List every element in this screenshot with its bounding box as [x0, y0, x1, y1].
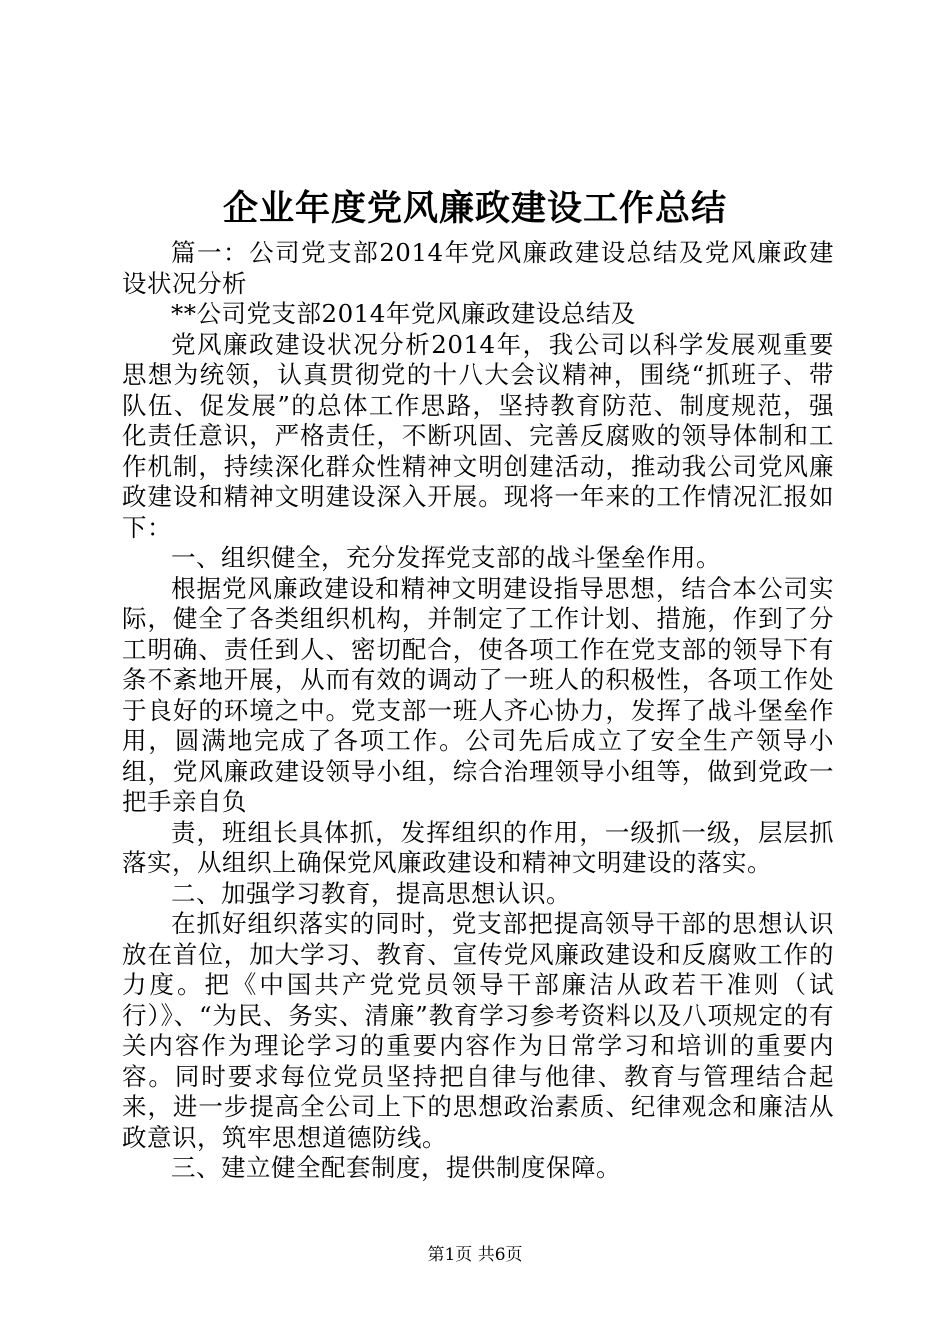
paragraph-section-three-heading: 三、建立健全配套制度，提供制度保障。 [171, 1153, 621, 1182]
paragraph-section-two-heading: 二、加强学习教育，提高思想认识。 [171, 878, 571, 908]
document-title: 企业年度党风廉政建设工作总结 [222, 188, 727, 229]
paragraph-section-one-body: 根据党风廉政建设和精神文明建设指导思想，结合本公司实际，健全了各类组织机构，并制定了工作计划、措施，作到了分工明确、责任到人、密切配合，使各项工作在党支部的领导下有条不紊地开展，从而有效的调动了一班人的积极性，各项工作处于良好的环境之中。党支部一班人齐心协力，发挥了战斗堡垒作用，圆满地完成了各项工作。公司先后成立了安全生产领导小组，党风廉政建设领导小组，综合治理领导小组等，做到党政一把手亲自负 [122, 573, 834, 816]
paragraph-report-title: **公司党支部2014年党风廉政建设总结及 [171, 299, 636, 328]
page-footer: 第1页 共6页 [427, 1245, 523, 1265]
paragraph-heading-section: 篇一：公司党支部2014年党风廉政建设总结及党风廉政建设状况分析 [122, 238, 834, 298]
paragraph-section-two-body: 在抓好组织落实的同时，党支部把提高领导干部的思想认识放在首位，加大学习、教育、宣传党风廉政建设和反腐败工作的力度。把《中国共产党党员领导干部廉洁从政若干准则（试行）》、“为民、务实、清廉”教育学习参考资料以及八项规定的有关内容作为理论学习的重要内容作为日常学习和培训的重要内容。同时要求每位党员坚持把自律与他律、教育与管理结合起来，进一步提高全公司上下的思想政治素质、纪律观念和廉洁从政意识，筑牢思想道德防线。 [122, 909, 834, 1152]
paragraph-section-one-heading: 一、组织健全，充分发挥党支部的战斗堡垒作用。 [171, 543, 721, 572]
paragraph-section-one-continued: 责，班组长具体抓，发挥组织的作用，一级抓一级，层层抓落实，从组织上确保党风廉政建设和精神文明建设的落实。 [122, 817, 834, 877]
paragraph-intro: 党风廉政建设状况分析2014年，我公司以科学发展观重要思想为统领，认真贯彻党的十八大会议精神，围绕“抓班子、带队伍、促发展”的总体工作思路，坚持教育防范、制度规范，强化责任意识，严格责任，不断巩固、完善反腐败的领导体制和工作机制，持续深化群众性精神文明创建活动，推动我公司党风廉政建设和精神文明建设深入开展。现将一年来的工作情况汇报如下： [122, 329, 834, 542]
document-body [122, 238, 834, 1184]
